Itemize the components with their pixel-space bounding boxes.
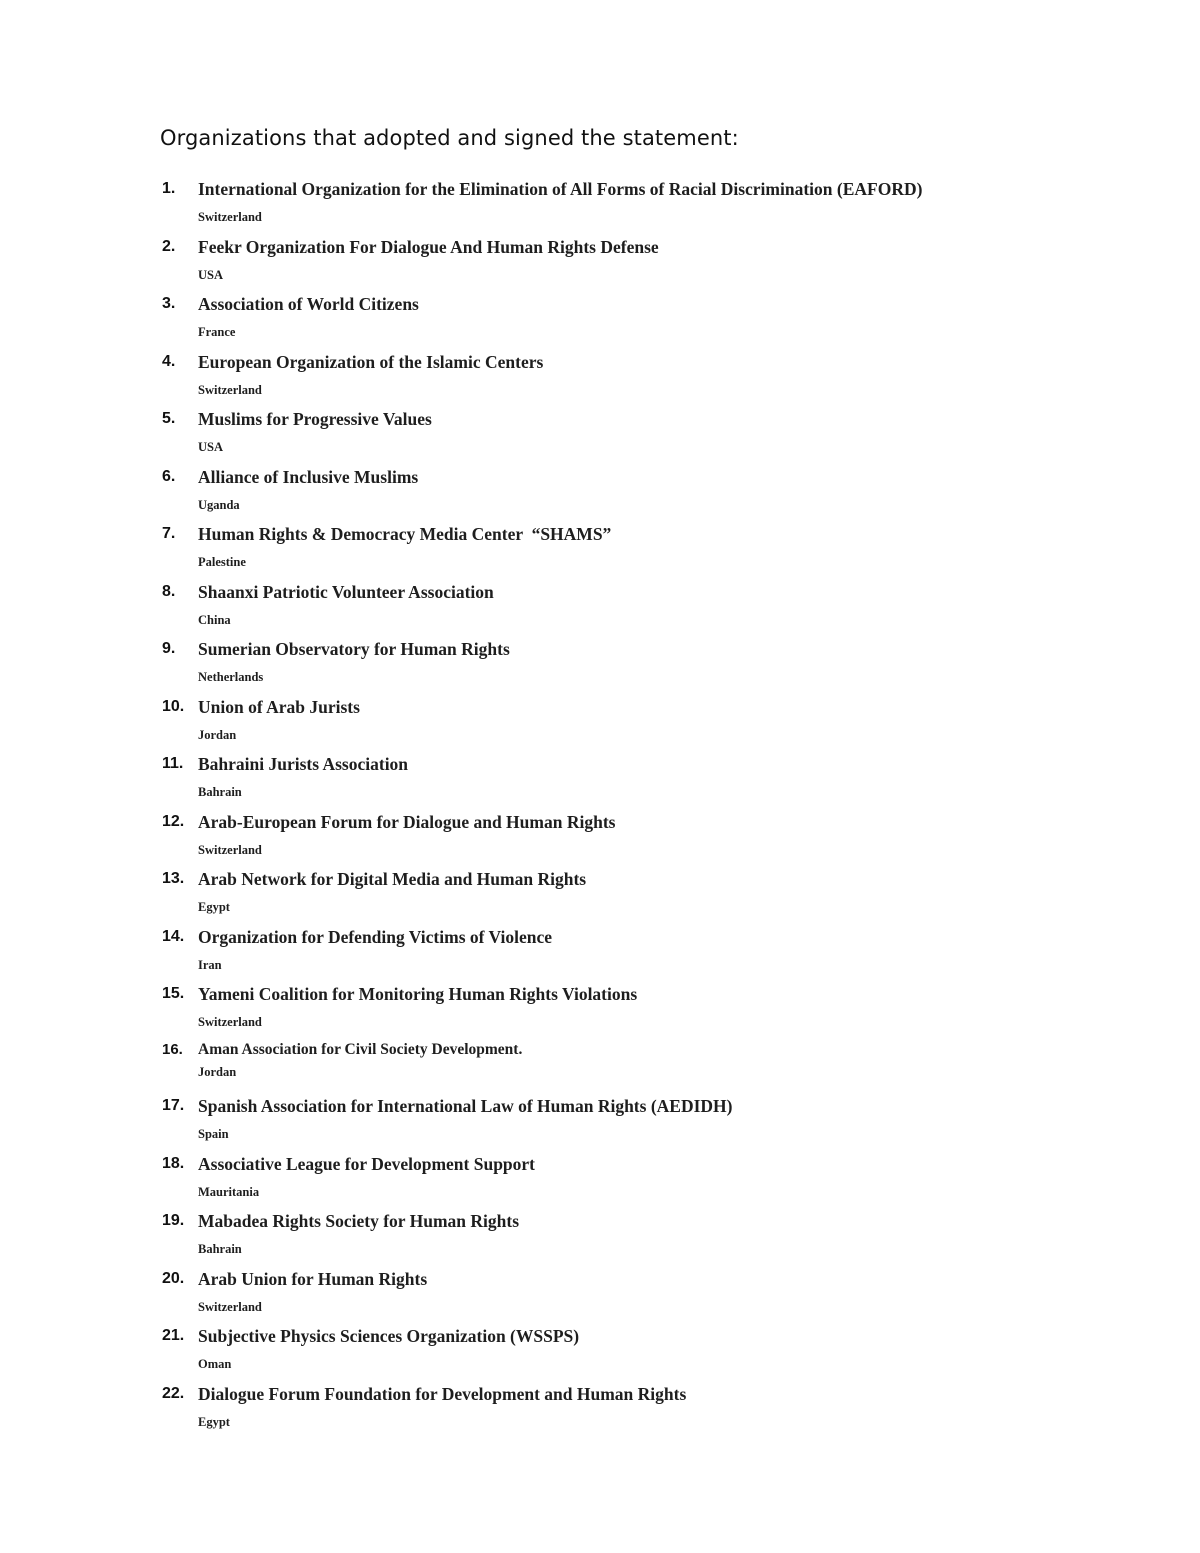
organization-name: Union of Arab Jurists [198, 696, 360, 717]
list-item [0, 926, 1200, 984]
list-item [0, 1325, 1200, 1383]
organization-name: European Organization of the Islamic Centers [198, 351, 544, 372]
organization-country: Bahrain [198, 785, 242, 799]
organization-name: Subjective Physics Sciences Organization (WSSPS) [198, 1326, 580, 1346]
organization-name: Alliance of Inclusive Muslims [198, 466, 419, 487]
organization-country: Uganda [198, 497, 240, 512]
list-item [0, 466, 1200, 524]
item-number: 22. [162, 1384, 185, 1402]
list-item [0, 408, 1200, 466]
organizations-list [0, 178, 1200, 1440]
organization-country: Jordan [198, 727, 237, 742]
item-number: 4. [162, 352, 176, 370]
organization-country: Switzerland [198, 382, 262, 397]
organization-country: USA [198, 440, 224, 454]
item-number: 16. [162, 1041, 183, 1058]
item-number: 18. [162, 1154, 185, 1172]
item-number: 6. [162, 467, 176, 485]
item-number: 2. [162, 237, 176, 255]
organization-country: USA [198, 267, 224, 282]
item-number: 19. [162, 1212, 185, 1229]
list-item [0, 1039, 1200, 1095]
organization-name: Shaanxi Patriotic Volunteer Association [198, 581, 494, 602]
organization-country: Spain [198, 1127, 229, 1141]
organization-name: Aman Association for Civil Society Development. [198, 1041, 523, 1058]
list-item [0, 1153, 1200, 1211]
item-number: 8. [162, 582, 176, 600]
item-number: 13. [162, 870, 185, 887]
organization-country: Jordan [198, 1065, 237, 1079]
organization-country: Egypt [198, 900, 230, 914]
organization-name: Associative League for Development Support [198, 1153, 536, 1174]
organization-name: Muslims for Progressive Values [198, 409, 432, 429]
list-item [0, 523, 1200, 581]
organization-name: Arab-European Forum for Dialogue and Human Rights [198, 811, 616, 832]
organization-country: Oman [198, 1357, 232, 1371]
list-item [0, 178, 1200, 236]
organization-name: Spanish Association for International Law of Human Rights (AEDIDH) [198, 1096, 733, 1116]
organization-name: Feekr Organization For Dialogue And Human Rights Defense [198, 236, 659, 257]
organization-country: Switzerland [198, 1015, 262, 1029]
list-item [0, 1210, 1200, 1268]
list-item [0, 696, 1200, 754]
list-item [0, 1268, 1200, 1326]
list-item [0, 753, 1200, 811]
organization-name: Dialogue Forum Foundation for Development and Human Rights [198, 1383, 687, 1404]
item-number: 12. [162, 812, 185, 830]
item-number: 20. [162, 1269, 185, 1287]
list-item [0, 1095, 1200, 1153]
organization-country: Bahrain [198, 1242, 242, 1256]
item-number: 14. [162, 927, 185, 945]
item-number: 3. [162, 295, 176, 312]
item-number: 21. [162, 1327, 185, 1344]
organization-country: Netherlands [198, 670, 264, 684]
organization-name: Mabadea Rights Society for Human Rights [198, 1211, 520, 1231]
organization-name: Arab Union for Human Rights [198, 1268, 428, 1289]
organization-name: Association of World Citizens [198, 294, 419, 314]
item-number: 5. [162, 410, 176, 427]
item-number: 1. [162, 180, 176, 197]
item-number: 17. [162, 1097, 185, 1114]
list-item [0, 811, 1200, 869]
organization-country: Mauritania [198, 1184, 260, 1199]
list-item [0, 868, 1200, 926]
organization-name: Organization for Defending Victims of Violence [198, 926, 553, 947]
list-item [0, 236, 1200, 294]
organization-country: Egypt [198, 1414, 230, 1429]
organization-name: Sumerian Observatory for Human Rights [198, 639, 510, 659]
organization-country: China [198, 612, 231, 627]
item-number: 7. [162, 525, 176, 542]
organization-name: Arab Network for Digital Media and Human Rights [198, 869, 587, 889]
organization-name: Bahraini Jurists Association [198, 754, 409, 774]
organization-country: Switzerland [198, 210, 262, 224]
list-item [0, 638, 1200, 696]
list-item [0, 351, 1200, 409]
organization-name: International Organization for the Elimination of All Forms of Racial Discrimination (EAFORD) [198, 179, 923, 199]
item-number: 15. [162, 985, 185, 1002]
organization-country: Switzerland [198, 1299, 262, 1314]
organization-country: Palestine [198, 555, 246, 569]
list-item [0, 1383, 1200, 1441]
list-item [0, 581, 1200, 639]
organization-country: Switzerland [198, 842, 262, 857]
item-number: 11. [162, 755, 184, 772]
organization-country: France [198, 325, 236, 339]
page-title: Organizations that adopted and signed the statement: [160, 126, 739, 150]
organization-country: Iran [198, 957, 222, 972]
item-number: 10. [162, 697, 185, 715]
organization-name: Yameni Coalition for Monitoring Human Rights Violations [198, 984, 638, 1004]
list-item [0, 983, 1200, 1039]
item-number: 9. [162, 640, 176, 657]
organization-name: Human Rights & Democracy Media Center “SHAMS” [198, 524, 612, 544]
list-item [0, 293, 1200, 351]
